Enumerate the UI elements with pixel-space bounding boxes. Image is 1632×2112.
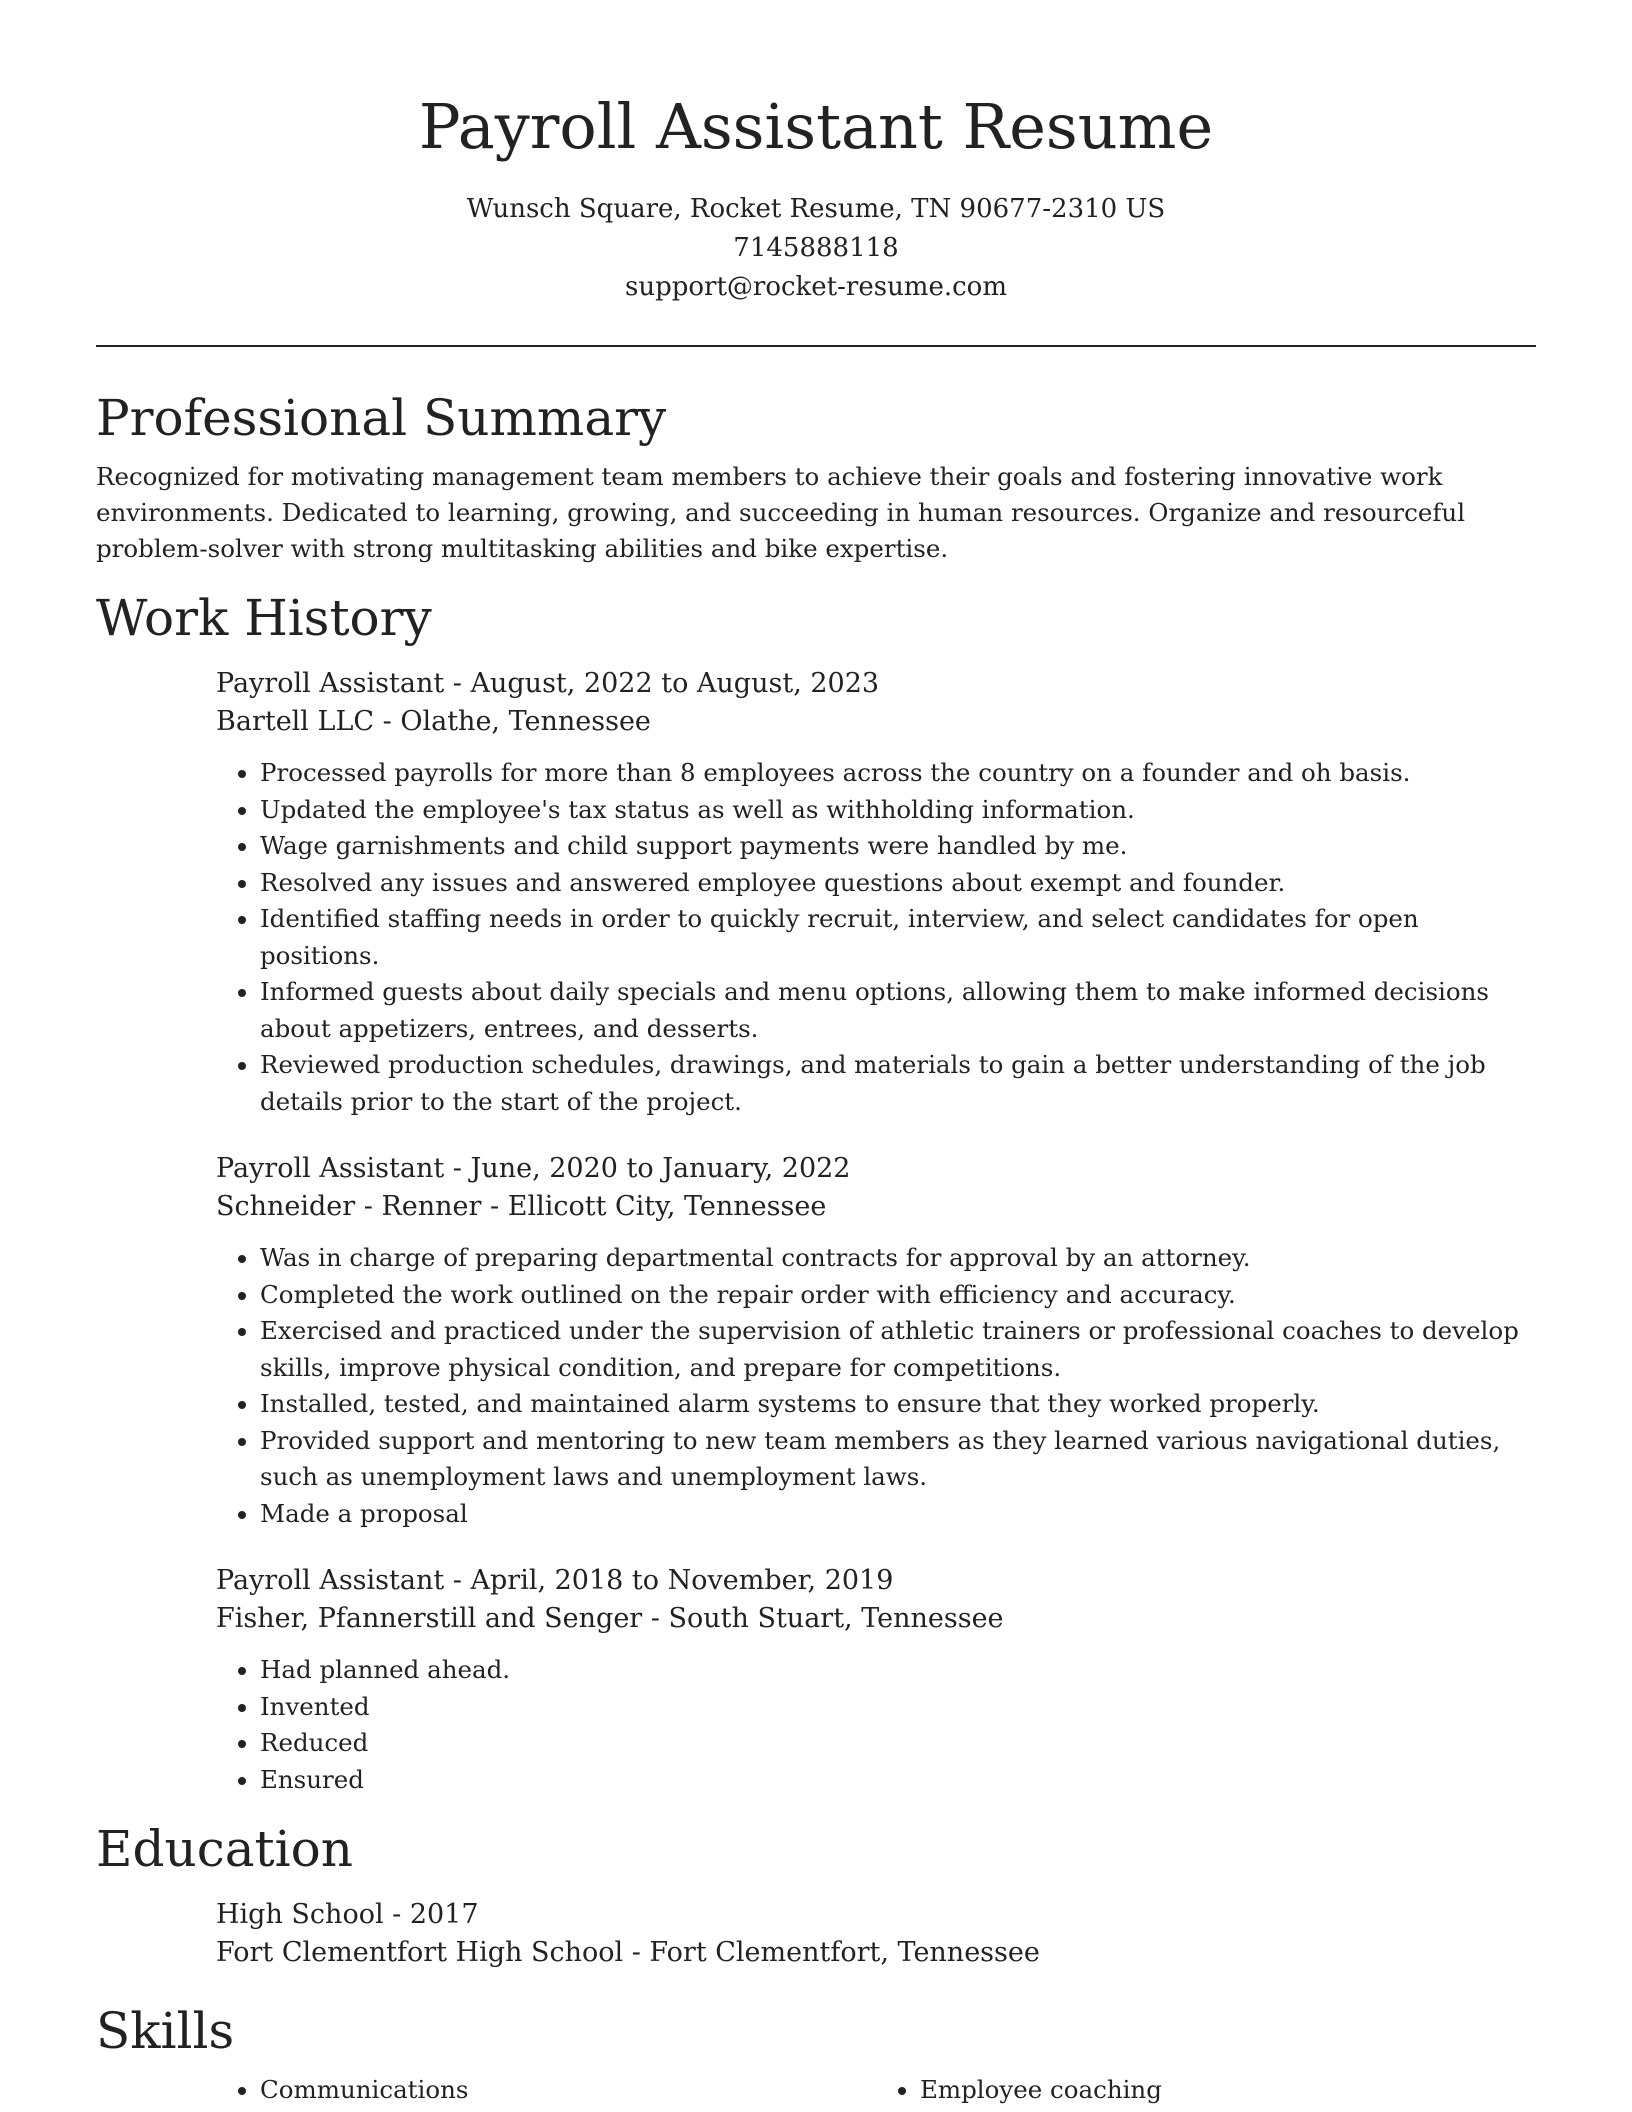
list-item: • Processed payrolls for more than 8 employees across the country on a founder and oh basis. — [260, 755, 1536, 792]
summary-section — [96, 385, 1536, 567]
list-item: • Updated the employee's tax status as well as withholding information. — [260, 792, 1536, 829]
resume-title: Payroll Assistant Resume — [418, 90, 1214, 163]
job-entry — [216, 1562, 1536, 1798]
work-history-heading: Work History — [96, 589, 432, 647]
job-dates: - June, 2020 to January, 2022 — [444, 1153, 851, 1184]
job-dates: - April, 2018 to November, 2019 — [444, 1565, 894, 1596]
job-company: Bartell LLC — [216, 706, 375, 737]
contact-phone: 7145888118 — [733, 233, 899, 263]
list-item: • Had planned ahead. — [260, 1652, 1536, 1689]
job-title-line — [216, 1150, 1536, 1188]
list-item: • Resolved any issues and answered employee questions about exempt and founder. — [260, 865, 1536, 902]
list-item: • Ensured — [260, 1762, 1536, 1799]
job-company-line — [216, 1188, 1536, 1226]
list-item: • Reviewed production schedules, drawings, and materials to gain a better understanding of the job details prior to the start of the project. — [260, 1047, 1536, 1120]
list-item: • Informed guests about daily specials and menu options, allowing them to make informed decisions about appetizers, entrees, and desserts. — [260, 974, 1536, 1047]
job-duties-list — [216, 755, 1536, 1120]
job-title-line — [216, 665, 1536, 703]
header-divider — [96, 345, 1536, 347]
job-duties-list — [216, 1240, 1536, 1532]
summary-heading: Professional Summary — [96, 389, 667, 447]
education-degree-line — [216, 1896, 1536, 1934]
list-item: • Installed, tested, and maintained alarm systems to ensure that they worked properly. — [260, 1386, 1536, 1423]
skills-section — [96, 1998, 1536, 2109]
list-item: • Completed the work outlined on the repair order with efficiency and accuracy. — [260, 1277, 1536, 1314]
list-item: • Wage garnishments and child support payments were handled by me. — [260, 828, 1536, 865]
education-degree: High School — [216, 1899, 384, 1930]
skill-item: • Employee coaching — [920, 2072, 1536, 2109]
skills-list-left — [216, 2072, 876, 2109]
education-entry — [216, 1896, 1536, 1972]
summary-text: Recognized for motivating management team members to achieve their goals and fostering innovative work environments. Dedicated to learning, growing, and succeeding in human resources. Organize and resourceful problem-solver with strong multitasking abilities and bike expertise. — [96, 462, 1466, 563]
education-year: - 2017 — [383, 1899, 479, 1930]
job-title-line — [216, 1562, 1536, 1600]
list-item: • Made a proposal — [260, 1496, 1536, 1533]
job-company: Schneider - Renner — [216, 1191, 482, 1222]
education-school-line — [216, 1934, 1536, 1972]
list-item: • Provided support and mentoring to new team members as they learned various navigational duties, such as unemployment laws and unemployment laws. — [260, 1423, 1536, 1496]
contact-address: Wunsch Square, Rocket Resume, TN 90677-2310 US — [466, 194, 1166, 224]
education-section — [96, 1816, 1536, 1972]
education-school: Fort Clementfort High School — [216, 1937, 624, 1968]
education-heading: Education — [96, 1820, 353, 1878]
list-item: • Was in charge of preparing departmental contracts for approval by an attorney. — [260, 1240, 1536, 1277]
skills-heading: Skills — [96, 2002, 235, 2060]
list-item: • Invented — [260, 1689, 1536, 1726]
job-company: Fisher, Pfannerstill and Senger — [216, 1603, 643, 1634]
job-location: - Ellicott City, Tennessee — [481, 1191, 827, 1222]
list-item: • Identified staffing needs in order to quickly recruit, interview, and select candidates for open positions. — [260, 901, 1536, 974]
contact-email: support@rocket-resume.com — [624, 272, 1007, 302]
job-location: - Olathe, Tennessee — [374, 706, 651, 737]
job-title: Payroll Assistant — [216, 668, 445, 699]
skills-list-right — [876, 2072, 1536, 2109]
job-duties-list — [216, 1652, 1536, 1798]
job-title: Payroll Assistant — [216, 1565, 445, 1596]
job-dates: - August, 2022 to August, 2023 — [444, 668, 880, 699]
skills-columns — [216, 2064, 1536, 2109]
work-history-section — [96, 585, 1536, 1798]
list-item: • Exercised and practiced under the supervision of athletic trainers or professional coaches to develop skills, improve physical condition, and prepare for competitions. — [260, 1313, 1536, 1386]
job-location: - South Stuart, Tennessee — [642, 1603, 1004, 1634]
job-entry — [216, 665, 1536, 1120]
list-item: • Reduced — [260, 1725, 1536, 1762]
job-entry — [216, 1150, 1536, 1532]
resume-header — [96, 0, 1536, 307]
job-company-line — [216, 703, 1536, 741]
education-location: - Fort Clementfort, Tennessee — [623, 1937, 1040, 1968]
job-company-line — [216, 1600, 1536, 1638]
skill-item: • Communications — [260, 2072, 876, 2109]
job-title: Payroll Assistant — [216, 1153, 445, 1184]
